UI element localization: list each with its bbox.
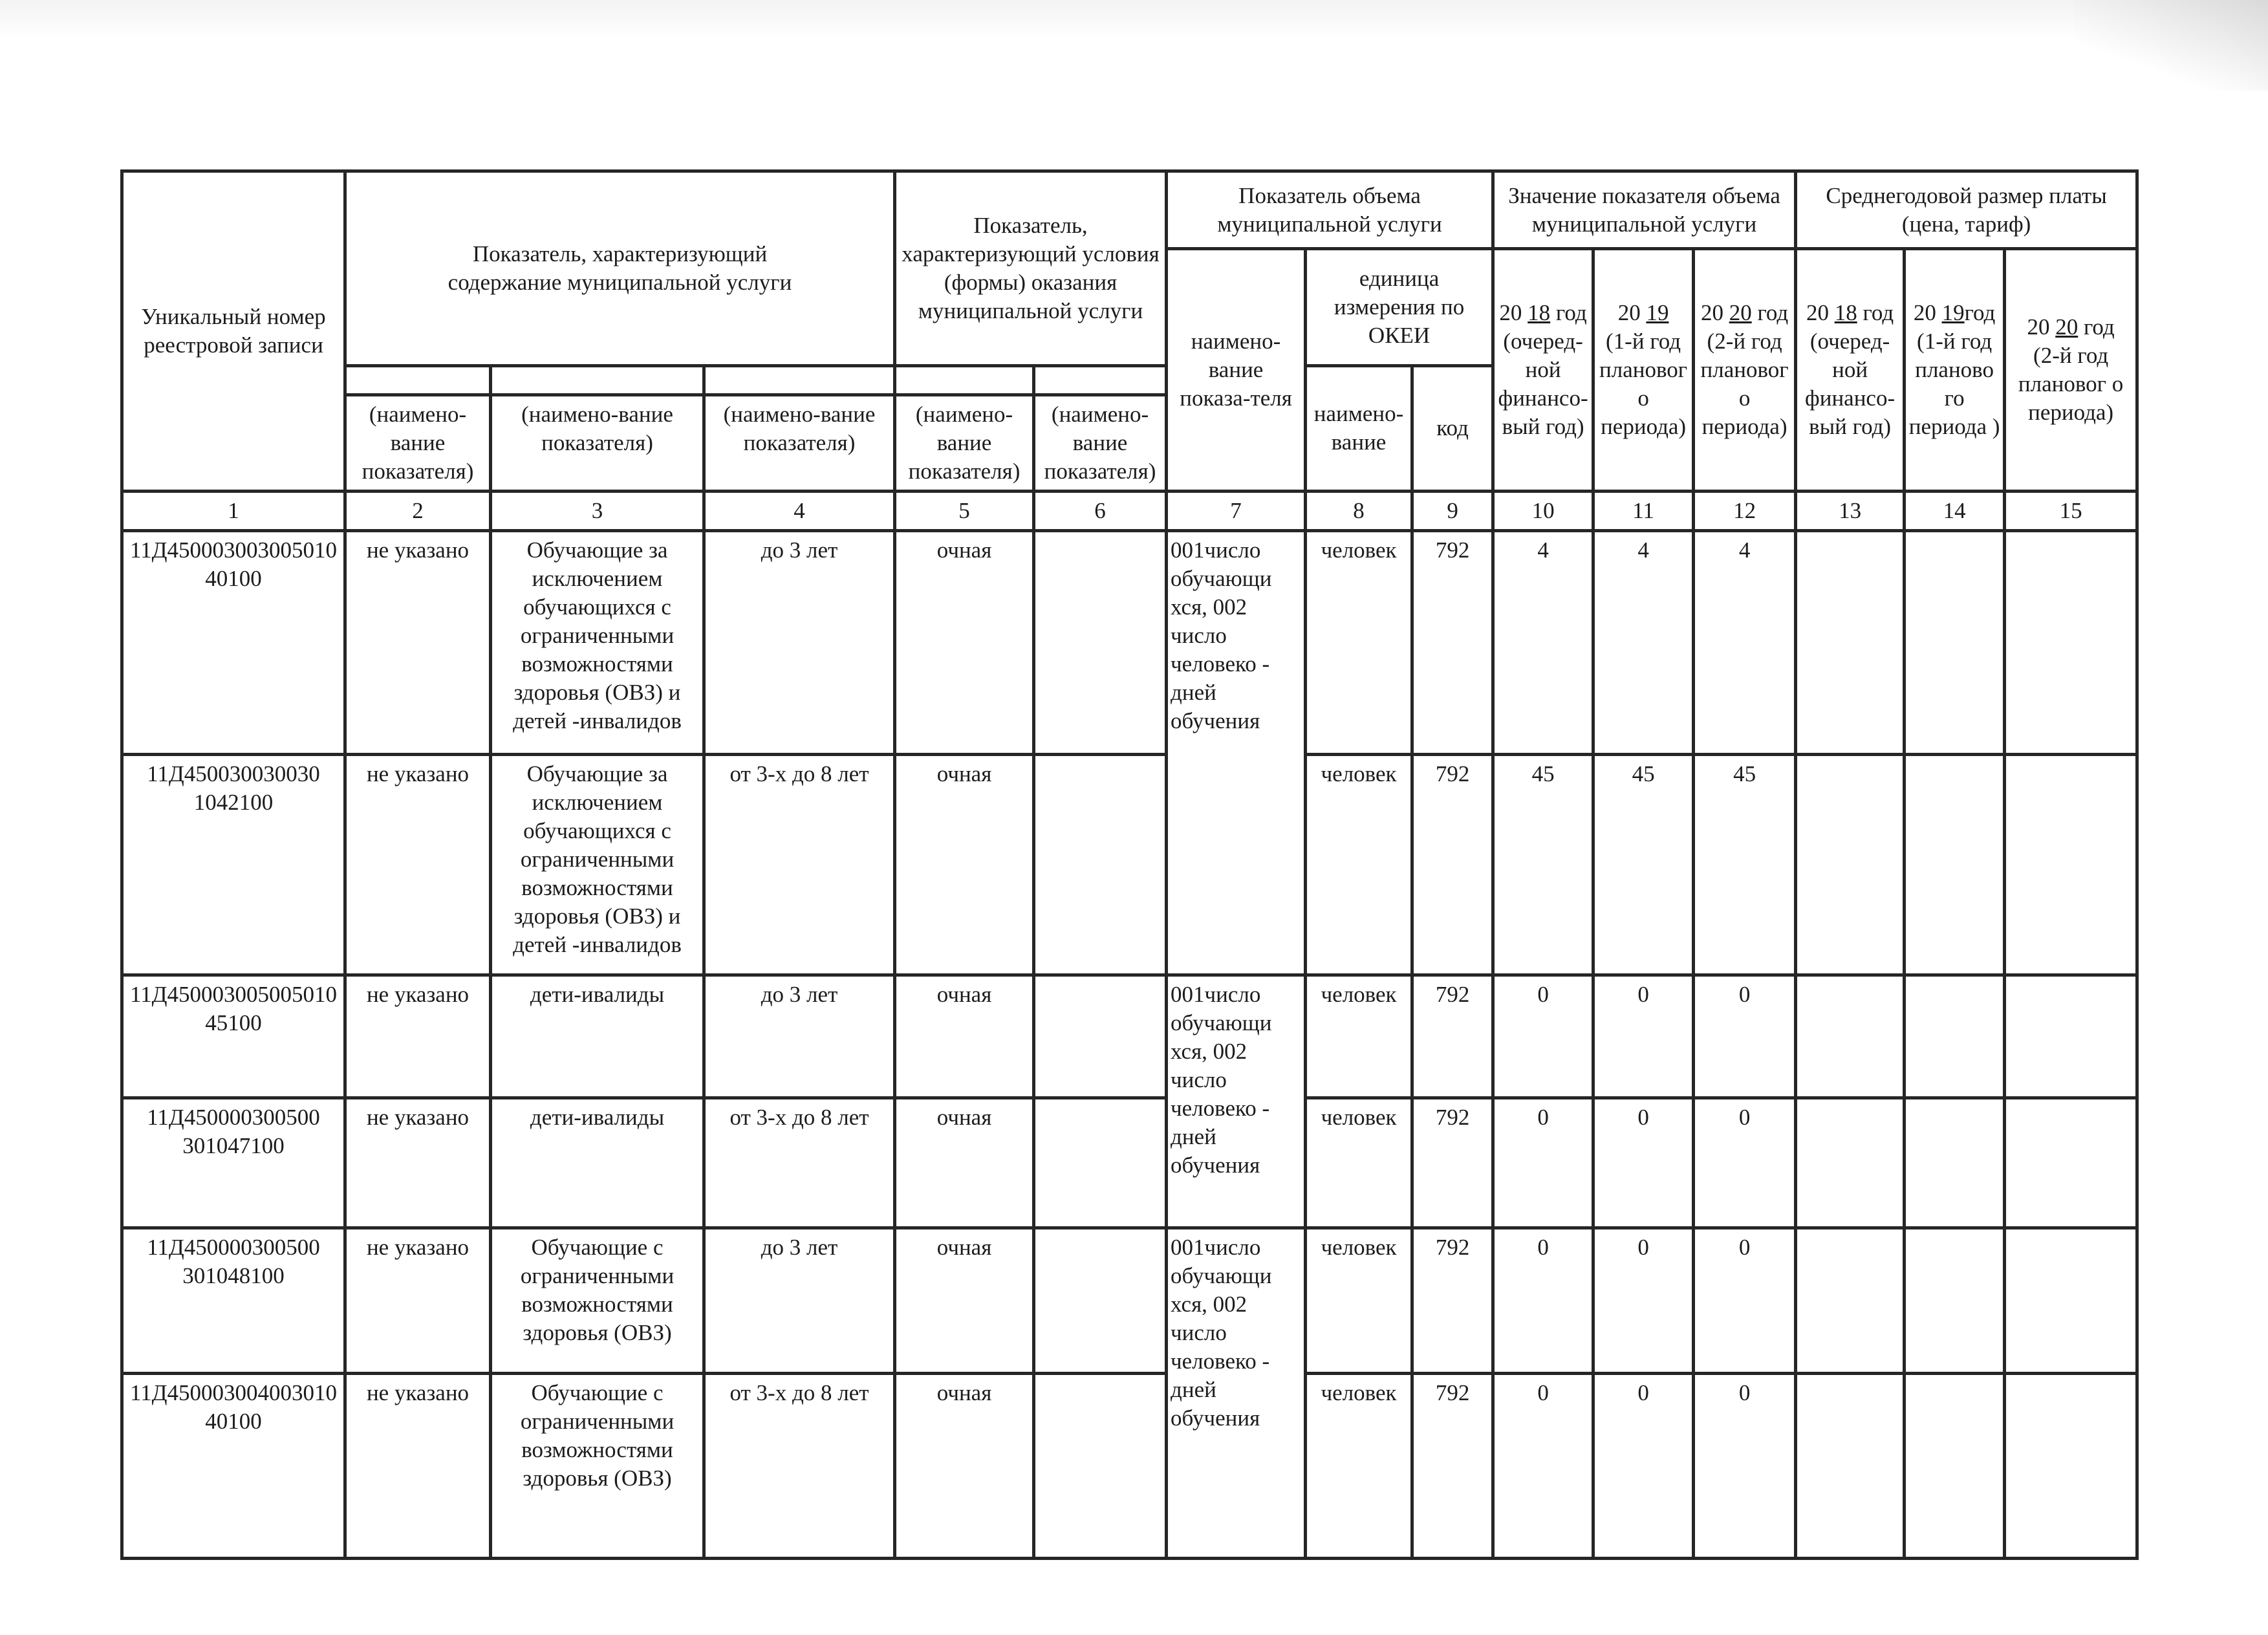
cell-c5: очная [895,755,1034,975]
cell-c14 [1905,755,2005,975]
table-row [122,1098,2137,1228]
cell-c14 [1905,1374,2005,1559]
blank-subheader-6 [1034,365,1167,395]
header-volume-name: наимено-вание показа-теля [1167,249,1306,492]
cell-c5: очная [895,1228,1034,1374]
cell-c13 [1796,1374,1905,1559]
cell-c15 [2005,975,2137,1098]
volume-indicator-name: 001число обучающи хся, 002 число человеко - дней обучения [1167,1228,1306,1558]
cell-c15 [2005,531,2137,755]
header-sub-name-4: (наимено-вание показателя) [704,395,895,491]
cell-c6 [1034,1374,1167,1559]
volume-indicator-name: 001число обучающи хся, 002 число человеко - дней обучения [1167,531,1306,975]
cell-c8: человек [1306,1228,1412,1374]
table-row [122,1374,2137,1559]
cell-c11: 0 [1593,1228,1694,1374]
cell-c13 [1796,755,1905,975]
header-sub-name-3: (наимено-вание показателя) [491,395,704,491]
cell-c4: до 3 лет [704,975,895,1098]
header-unit-code: код [1412,365,1493,491]
column-number: 6 [1034,492,1167,531]
table-row [122,1228,2137,1374]
cell-c10: 0 [1493,1098,1593,1228]
cell-c13 [1796,1228,1905,1374]
cell-c11: 4 [1593,531,1694,755]
cell-c12: 45 [1694,755,1796,975]
header-year-2020: 20 20 год (2-й год плановог о периода) [1694,249,1796,492]
header-sub-name-5: (наимено-вание показателя) [895,395,1034,491]
column-number: 14 [1905,492,2005,531]
column-number: 8 [1306,492,1412,531]
cell-c9: 792 [1412,975,1493,1098]
cell-c2: не указано [345,975,491,1098]
header-year-2018: 20 18 год (очеред-ной финансо-вый год) [1493,249,1593,492]
cell-c10: 45 [1493,755,1593,975]
cell-c5: очная [895,1374,1034,1559]
header-fee-2019: 20 19год (1-й год планово го периода ) [1905,249,2005,492]
header-volume-value: Значение показателя объема муниципальной услуги [1493,171,1796,249]
cell-c11: 45 [1593,755,1694,975]
cell-c13 [1796,531,1905,755]
cell-c2: не указано [345,1098,491,1228]
cell-c9: 792 [1412,1098,1493,1228]
cell-c15 [2005,1374,2137,1559]
cell-c15 [2005,1098,2137,1228]
registry-number: 11Д450000300500 301047100 [122,1098,345,1228]
table-row [122,975,2137,1098]
cell-c12: 0 [1694,1228,1796,1374]
column-number: 11 [1593,492,1694,531]
cell-c9: 792 [1412,1228,1493,1374]
cell-c3: Обучающие за исключением обучающихся с ограниченными возможностями здоровья (ОВЗ) и детей -инвалидов [491,531,704,755]
header-condition-indicator: Показатель, характеризующий условия (формы) оказания муниципальной услуги [895,171,1167,366]
column-number: 3 [491,492,704,531]
registry-number: 11Д450000300500 301048100 [122,1228,345,1374]
cell-c11: 0 [1593,1374,1694,1559]
cell-c9: 792 [1412,531,1493,755]
cell-c5: очная [895,1098,1034,1228]
cell-c5: очная [895,531,1034,755]
header-volume-indicator: Показатель объема муниципальной услуги [1167,171,1493,249]
header-avg-fee: Среднегодовой размер платы (цена, тариф) [1796,171,2137,249]
blank-subheader-3 [491,365,704,395]
cell-c6 [1034,531,1167,755]
page-corner-shadow [2074,0,2268,91]
header-fee-2020: 20 20 год (2-й год плановог о периода) [2005,249,2137,492]
cell-c4: от 3-х до 8 лет [704,1374,895,1559]
header-sub-name-6: (наимено-вание показателя) [1034,395,1167,491]
cell-c10: 0 [1493,1228,1593,1374]
registry-table [120,169,2139,1560]
cell-c11: 0 [1593,975,1694,1098]
cell-c3: дети-ивалиды [491,1098,704,1228]
cell-c3: Обучающие с ограниченными возможностями здоровья (ОВЗ) [491,1228,704,1374]
cell-c12: 0 [1694,975,1796,1098]
column-number: 7 [1167,492,1306,531]
registry-number: 11Д45000300500501045100 [122,975,345,1098]
blank-subheader-2 [345,365,491,395]
cell-c15 [2005,1228,2137,1374]
column-number: 15 [2005,492,2137,531]
cell-c2: не указано [345,1374,491,1559]
cell-c9: 792 [1412,755,1493,975]
cell-c9: 792 [1412,1374,1493,1559]
cell-c12: 0 [1694,1098,1796,1228]
header-content-indicator: Показатель, характеризующий содержание муниципальной услуги [345,171,895,366]
header-unit-name: наимено-вание [1306,365,1412,491]
cell-c4: от 3-х до 8 лет [704,755,895,975]
registry-number: 11Д45000300300501040100 [122,531,345,755]
column-number: 13 [1796,492,1905,531]
column-number: 5 [895,492,1034,531]
cell-c3: дети-ивалиды [491,975,704,1098]
cell-c3: Обучающие с ограниченными возможностями здоровья (ОВЗ) [491,1374,704,1559]
cell-c6 [1034,975,1167,1098]
cell-c14 [1905,975,2005,1098]
column-number: 4 [704,492,895,531]
table-row [122,531,2137,755]
cell-c10: 0 [1493,975,1593,1098]
registry-number: 11Д45000300400301040100 [122,1374,345,1559]
volume-indicator-name: 001число обучающи хся, 002 число человеко - дней обучения [1167,975,1306,1228]
blank-subheader-4 [704,365,895,395]
header-fee-2018: 20 18 год (очеред-ной финансо-вый год) [1796,249,1905,492]
cell-c3: Обучающие за исключением обучающихся с ограниченными возможностями здоровья (ОВЗ) и детей -инвалидов [491,755,704,975]
cell-c8: человек [1306,975,1412,1098]
cell-c6 [1034,1098,1167,1228]
cell-c12: 4 [1694,531,1796,755]
cell-c14 [1905,1098,2005,1228]
column-number: 12 [1694,492,1796,531]
cell-c5: очная [895,975,1034,1098]
cell-c12: 0 [1694,1374,1796,1559]
cell-c13 [1796,975,1905,1098]
cell-c8: человек [1306,1374,1412,1559]
cell-c4: от 3-х до 8 лет [704,1098,895,1228]
cell-c11: 0 [1593,1098,1694,1228]
cell-c10: 0 [1493,1374,1593,1559]
cell-c4: до 3 лет [704,1228,895,1374]
column-number: 9 [1412,492,1493,531]
cell-c8: человек [1306,1098,1412,1228]
cell-c8: человек [1306,531,1412,755]
cell-c2: не указано [345,531,491,755]
cell-c14 [1905,531,2005,755]
header-unit: единица измерения по ОКЕИ [1306,249,1493,365]
cell-c2: не указано [345,1228,491,1374]
header-year-2019: 20 19 (1-й год плановог о периода) [1593,249,1694,492]
blank-subheader-5 [895,365,1034,395]
registry-number: 11Д450030030030 1042100 [122,755,345,975]
cell-c8: человек [1306,755,1412,975]
cell-c15 [2005,755,2137,975]
cell-c6 [1034,755,1167,975]
column-number: 10 [1493,492,1593,531]
cell-c14 [1905,1228,2005,1374]
table-row [122,755,2137,975]
header-sub-name-2: (наимено-вание показателя) [345,395,491,491]
cell-c10: 4 [1493,531,1593,755]
cell-c2: не указано [345,755,491,975]
cell-c13 [1796,1098,1905,1228]
column-number: 2 [345,492,491,531]
header-unique-number: Уникальный номер реестровой записи [122,171,345,492]
column-number: 1 [122,492,345,531]
cell-c4: до 3 лет [704,531,895,755]
cell-c6 [1034,1228,1167,1374]
